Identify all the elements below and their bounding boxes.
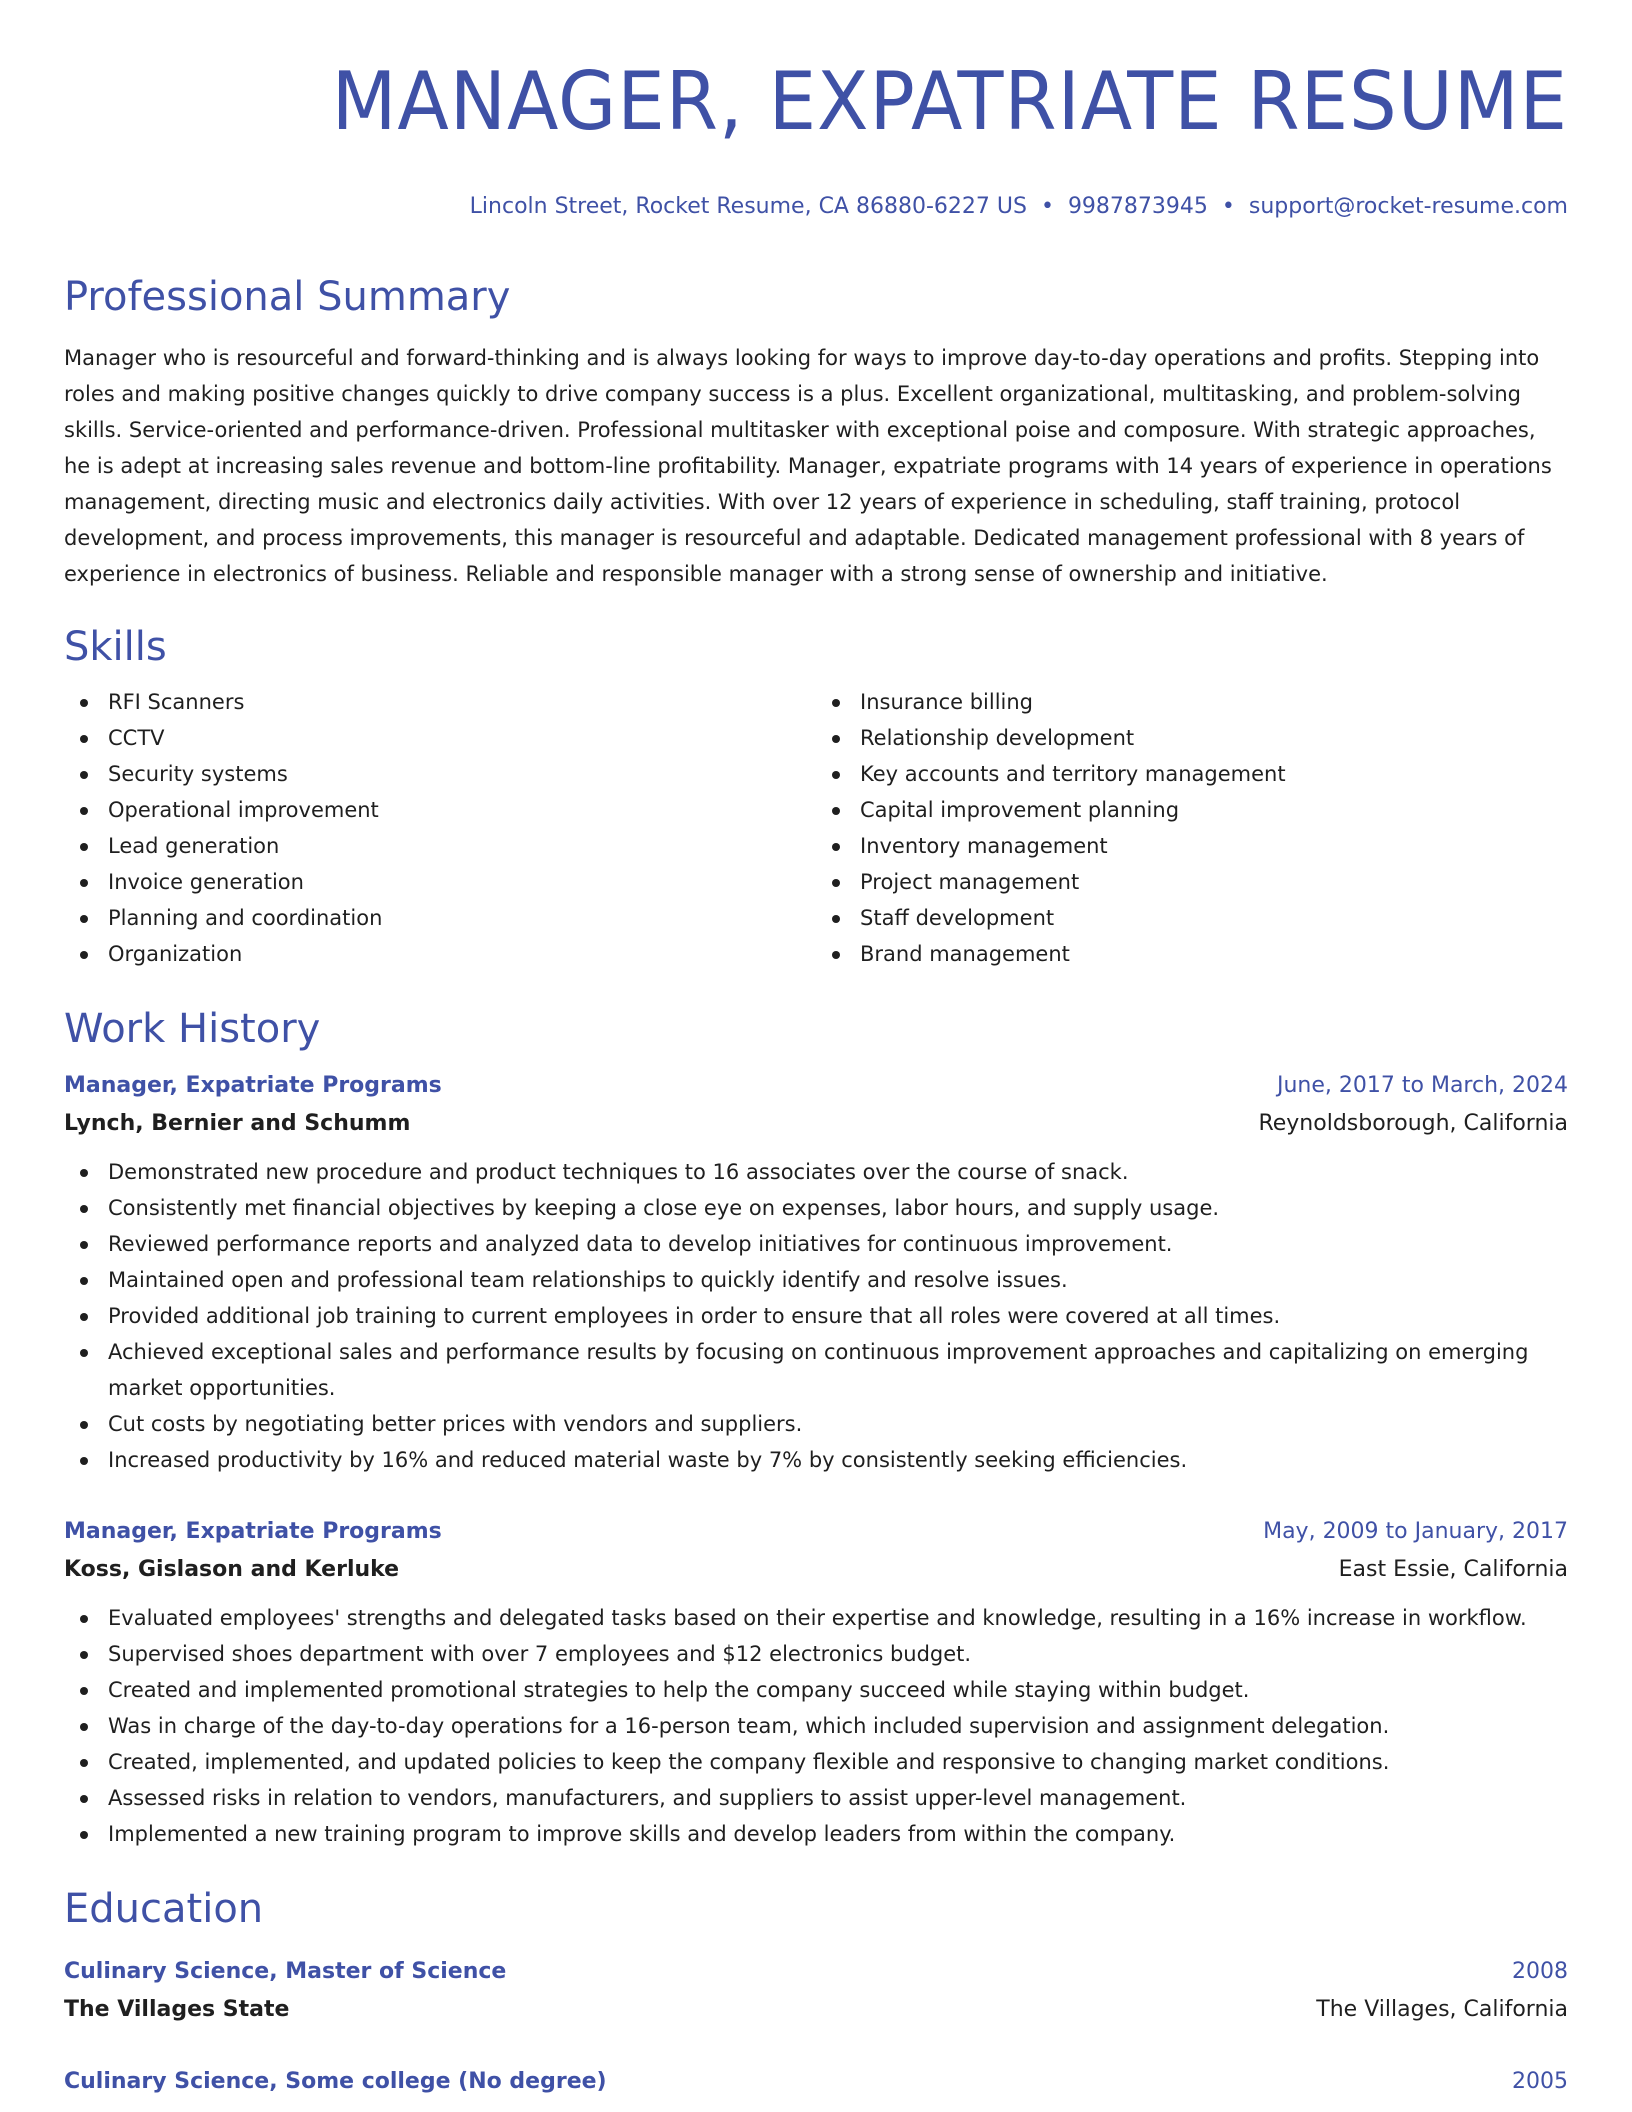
education-entry: [64, 2064, 1568, 2100]
education-school-row: [64, 1990, 1568, 2030]
section-title-education: Education: [64, 1886, 264, 1932]
education-entry: [64, 1954, 1568, 2030]
contact-email[interactable]: support@rocket-resume.com: [1248, 194, 1568, 219]
education-location: The Villages, California: [1316, 1997, 1568, 2022]
job-bullet: Cut costs by negotiating better prices with vendors and suppliers.: [64, 1406, 1568, 1442]
skill-item: Capital improvement planning: [816, 792, 1568, 828]
job-title-row: [64, 1514, 1568, 1550]
education-degree: Culinary Science, Master of Science: [64, 1959, 507, 1984]
section-title-summary: Professional Summary: [64, 274, 511, 320]
skill-item: Security systems: [64, 756, 816, 792]
job-company: Koss, Gislason and Kerluke: [64, 1557, 400, 1582]
job-bullet: Provided additional job training to current employees in order to ensure that all roles were covered at all times.: [64, 1298, 1568, 1334]
education-year: 2008: [1512, 1959, 1568, 1984]
job-bullet: Reviewed performance reports and analyzed data to develop initiatives for continuous improvement.: [64, 1226, 1568, 1262]
job-location: East Essie, California: [1338, 1557, 1568, 1582]
section-title-skills: Skills: [64, 624, 167, 670]
education-section: [64, 1884, 1568, 2100]
job-bullet: Increased productivity by 16% and reduced material waste by 7% by consistently seeking efficiencies.: [64, 1442, 1568, 1478]
skill-item: Insurance billing: [816, 684, 1568, 720]
job-bullet: Created and implemented promotional strategies to help the company succeed while staying within budget.: [64, 1672, 1568, 1708]
job-title-row: [64, 1068, 1568, 1104]
skill-item: Organization: [64, 936, 816, 972]
contact-phone: 9987873945: [1067, 194, 1208, 219]
skill-item: Staff development: [816, 900, 1568, 936]
skill-item: Relationship development: [816, 720, 1568, 756]
education-degree-row: [64, 2064, 1568, 2100]
skill-item: Invoice generation: [64, 864, 816, 900]
summary-text: Manager who is resourceful and forward-thinking and is always looking for ways to improve day-to-day operations and profits. Stepping into roles and making positive changes quickly to drive company success is a plus. Excellent organizational, multitasking, and problem-solving skills. Service-oriented and performance-driven. Professional multitasker with exceptional poise and composure. With strategic approaches, he is adept at increasing sales revenue and bottom-line profitability. Manager, expatriate programs with 14 years of experience in operations management, directing music and electronics daily activities. With over 12 years of experience in scheduling, staff training, protocol development, and process improvements, this manager is resourceful and adaptable. Dedicated management professional with 8 years of experience in electronics of business. Reliable and responsible manager with a strong sense of ownership and initiative.: [64, 346, 1552, 586]
skill-item: RFI Scanners: [64, 684, 816, 720]
education-degree: Culinary Science, Some college (No degree): [64, 2069, 607, 2094]
job-company: Lynch, Bernier and Schumm: [64, 1111, 411, 1136]
skill-item: CCTV: [64, 720, 816, 756]
job-bullet: Assessed risks in relation to vendors, manufacturers, and suppliers to assist upper-level management.: [64, 1780, 1568, 1816]
job-bullet: Was in charge of the day-to-day operations for a 16-person team, which included supervision and assignment delegation.: [64, 1708, 1568, 1744]
job-bullet: Supervised shoes department with over 7 employees and $12 electronics budget.: [64, 1636, 1568, 1672]
work-history-section: [64, 1004, 1568, 1852]
education-year: 2005: [1512, 2069, 1568, 2094]
skill-item: Operational improvement: [64, 792, 816, 828]
job-dates: May, 2009 to January, 2017: [1263, 1519, 1568, 1544]
job-title: Manager, Expatriate Programs: [64, 1519, 442, 1544]
job-title: Manager, Expatriate Programs: [64, 1073, 442, 1098]
job-bullets: [64, 1154, 1568, 1478]
job-entry: [64, 1514, 1568, 1852]
job-bullet: Implemented a new training program to improve skills and develop leaders from within the company.: [64, 1816, 1568, 1852]
contact-separator: •: [1040, 194, 1054, 219]
skill-item: Key accounts and territory management: [816, 756, 1568, 792]
skills-section: [64, 622, 1568, 972]
contact-separator: •: [1221, 194, 1235, 219]
job-dates: June, 2017 to March, 2024: [1277, 1073, 1568, 1098]
job-bullet: Evaluated employees' strengths and delegated tasks based on their expertise and knowledge, resulting in a 16% increase in workflow.: [64, 1600, 1568, 1636]
job-entry: [64, 1068, 1568, 1478]
job-bullets: [64, 1600, 1568, 1852]
section-title-work-history: Work History: [64, 1006, 321, 1052]
education-school: The Villages State: [64, 1997, 290, 2022]
job-bullet: Consistently met financial objectives by keeping a close eye on expenses, labor hours, and supply usage.: [64, 1190, 1568, 1226]
job-location: Reynoldsborough, California: [1258, 1111, 1568, 1136]
contact-line: [64, 192, 1568, 222]
skill-item: Brand management: [816, 936, 1568, 972]
job-bullet: Maintained open and professional team relationships to quickly identify and resolve issues.: [64, 1262, 1568, 1298]
skill-item: Lead generation: [64, 828, 816, 864]
skills-left-column: [64, 684, 816, 972]
skill-item: Inventory management: [816, 828, 1568, 864]
skills-columns: [64, 684, 1568, 972]
job-company-row: [64, 1550, 1568, 1590]
education-degree-row: [64, 1954, 1568, 1990]
skill-item: Planning and coordination: [64, 900, 816, 936]
resume-title: MANAGER, EXPATRIATE RESUME: [331, 55, 1568, 148]
job-company-row: [64, 1104, 1568, 1144]
job-bullet: Achieved exceptional sales and performance results by focusing on continuous improvement approaches and capitalizing on emerging market opportunities.: [64, 1334, 1568, 1406]
skills-right-column: [816, 684, 1568, 972]
job-bullet: Created, implemented, and updated policies to keep the company flexible and responsive to changing market conditions.: [64, 1744, 1568, 1780]
contact-address: Lincoln Street, Rocket Resume, CA 86880-6227 US: [469, 194, 1027, 219]
resume-header: [64, 0, 1568, 222]
summary-section: [64, 272, 1568, 592]
job-bullet: Demonstrated new procedure and product techniques to 16 associates over the course of snack.: [64, 1154, 1568, 1190]
skill-item: Project management: [816, 864, 1568, 900]
